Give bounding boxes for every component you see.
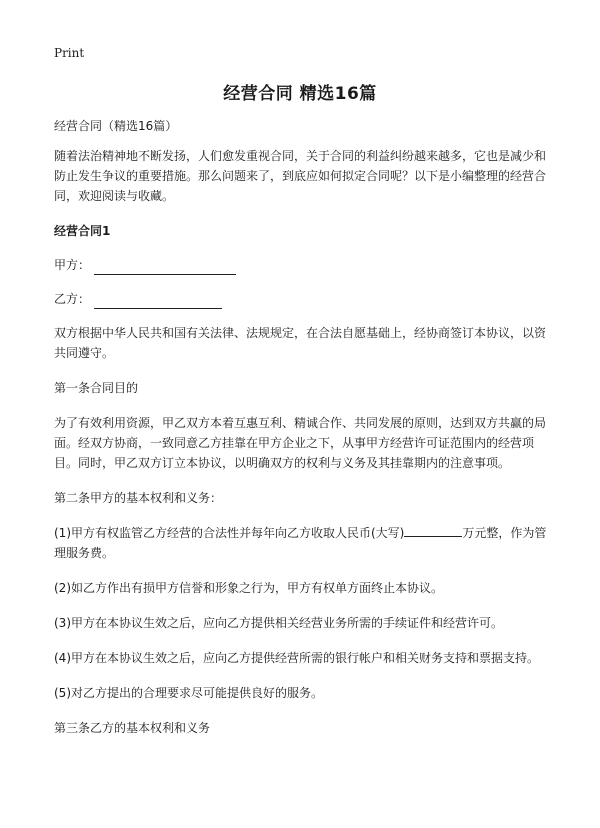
section-title: 经营合同1: [54, 224, 111, 238]
article-2-item-4: (4)甲方在本协议生效之后，应向乙方提供经营所需的银行帐户和相关财务支持和票据支持。: [54, 651, 540, 665]
item-1-text-after: 万元整，作为管理服务费。: [54, 526, 547, 560]
party-b-row: [54, 289, 550, 309]
page-title: 经营合同 精选16篇: [223, 84, 377, 104]
article-1-body: 为了有效利用资源，甲乙双方本着互惠互利、精诚合作、共同发展的原则，达到双方共赢的局面。经双方协商，一致同意乙方挂靠在甲方企业之下，从事甲方经营许可证范围内的经营项目。同时，甲乙双方订立本协议，以明确双方的权利与义务及其挂靠期内的注意事项。: [54, 416, 547, 470]
party-a-blank[interactable]: [94, 260, 236, 275]
party-a-row: [54, 255, 550, 275]
party-a-label: 甲方：: [54, 258, 91, 272]
article-2-item-5: (5)对乙方提出的合理要求尽可能提供良好的服务。: [54, 686, 323, 700]
article-3-title: 第三条乙方的基本权利和义务: [54, 721, 211, 735]
article-2-item-2: (2)如乙方作出有损甲方信誉和形象之行为，甲方有权单方面终止本协议。: [54, 581, 444, 595]
fee-amount-blank[interactable]: [404, 524, 462, 537]
article-2-title: 第二条甲方的基本权利和义务：: [54, 491, 223, 505]
intro-paragraph: 随着法治精神地不断发扬，人们愈发重视合同，关于合同的利益纠纷越来越多，它也是减少和防止发生争议的重要措施。那么问题来了，到底应如何拟定合同呢？以下是小编整理的经营合同，欢迎阅读与收藏。: [54, 149, 547, 203]
article-2-item-3: (3)甲方在本协议生效之后，应向乙方提供相关经营业务所需的手续证件和经营许可。: [54, 616, 504, 630]
party-b-blank[interactable]: [94, 294, 222, 309]
article-1-title: 第一条合同目的: [54, 381, 139, 395]
preamble-paragraph: 双方根据中华人民共和国有关法律、法规规定，在合法自愿基础上，经协商签订本协议，以资共同遵守。: [54, 326, 547, 360]
document-body: [54, 116, 550, 738]
item-1-text-before: (1)甲方有权监管乙方经营的合法性并每年向乙方收取人民币(大写): [54, 526, 405, 540]
print-link[interactable]: Print: [54, 46, 85, 60]
party-b-label: 乙方：: [54, 292, 91, 306]
document-subtitle: 经营合同（精选16篇）: [54, 119, 178, 133]
article-2-item-1: [54, 523, 550, 563]
